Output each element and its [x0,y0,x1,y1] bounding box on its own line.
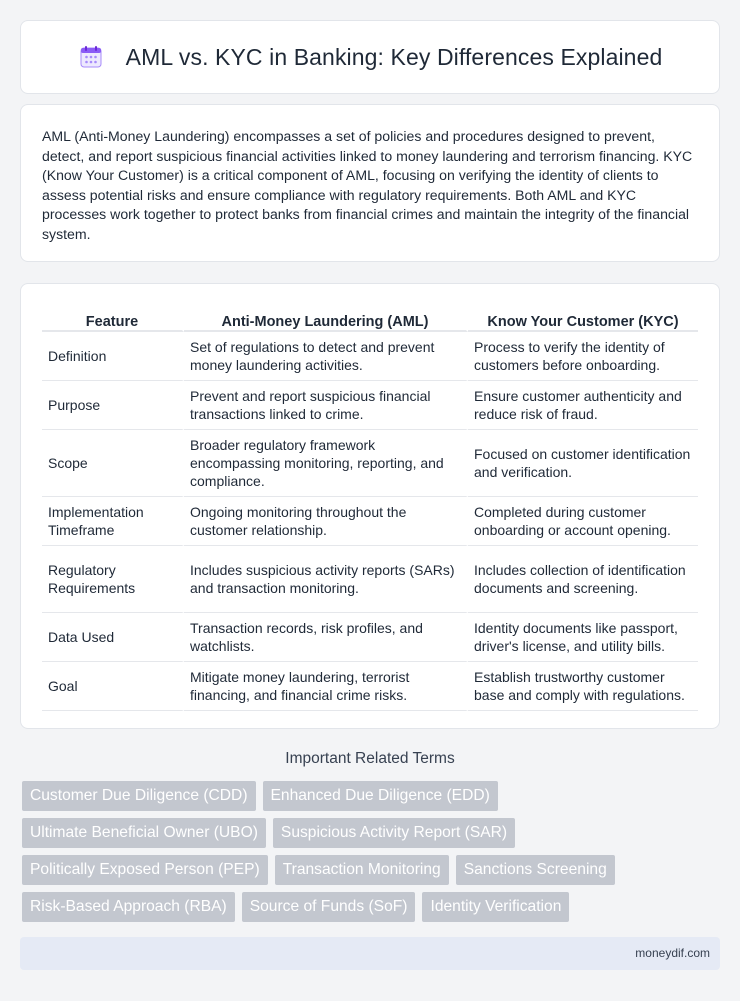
row-feature: Regulatory Requirements [42,546,184,613]
tag-transaction-monitoring[interactable]: Transaction Monitoring [275,855,449,885]
intro-card [20,104,720,262]
row-aml: Set of regulations to detect and prevent money laundering activities. [184,332,468,381]
tag-sanctions-screening[interactable]: Sanctions Screening [456,855,615,885]
row-kyc: Ensure customer authenticity and reduce risk of fraud. [468,381,698,430]
row-kyc: Identity documents like passport, driver's license, and utility bills. [468,613,698,662]
table-row [42,497,698,546]
table-card [20,283,720,729]
row-kyc: Process to verify the identity of customers before onboarding. [468,332,698,381]
row-aml: Includes suspicious activity reports (SARs) and transaction monitoring. [184,546,468,613]
tag-pep[interactable]: Politically Exposed Person (PEP) [22,855,268,885]
table-header-row [42,304,698,332]
tag-identity-verification[interactable]: Identity Verification [422,892,569,922]
row-kyc: Establish trustworthy customer base and comply with regulations. [468,662,698,711]
row-feature: Scope [42,430,184,497]
tag-sof[interactable]: Source of Funds (SoF) [242,892,416,922]
table-row [42,332,698,381]
table-row [42,662,698,711]
related-terms-title: Important Related Terms [285,750,455,767]
row-aml: Ongoing monitoring throughout the customer relationship. [184,497,468,546]
row-feature: Purpose [42,381,184,430]
row-kyc: Focused on customer identification and verification. [468,430,698,497]
row-aml: Mitigate money laundering, terrorist financing, and financial crime risks. [184,662,468,711]
tag-sar[interactable]: Suspicious Activity Report (SAR) [273,818,515,848]
header-aml: Anti-Money Laundering (AML) [184,304,468,332]
header-feature: Feature [42,304,184,332]
row-aml: Transaction records, risk profiles, and watchlists. [184,613,468,662]
footer [20,937,720,970]
title-card [20,20,720,94]
table-row [42,381,698,430]
tag-row [22,855,722,885]
tag-cdd[interactable]: Customer Due Diligence (CDD) [22,781,256,811]
comparison-table [42,304,698,711]
row-feature: Definition [42,332,184,381]
footer-site[interactable]: moneydif.com [635,946,710,960]
table-row [42,613,698,662]
related-terms [22,781,722,929]
tag-edd[interactable]: Enhanced Due Diligence (EDD) [263,781,498,811]
row-feature: Implementation Timeframe [42,497,184,546]
row-aml: Broader regulatory framework encompassing monitoring, reporting, and compliance. [184,430,468,497]
row-kyc: Completed during customer onboarding or account opening. [468,497,698,546]
calendar-icon [78,44,104,70]
tag-ubo[interactable]: Ultimate Beneficial Owner (UBO) [22,818,266,848]
tag-row [22,892,722,922]
row-feature: Data Used [42,613,184,662]
row-aml: Prevent and report suspicious financial transactions linked to crime. [184,381,468,430]
tag-rba[interactable]: Risk-Based Approach (RBA) [22,892,235,922]
intro-text: AML (Anti-Money Laundering) encompasses a set of policies and procedures designed to prevent, detect, and report suspicious financial activities linked to money laundering and terrorism financing. KYC (Know Your Customer) is a critical component of AML, focusing on verifying the identity of clients to assess potential risks and ensure compliance with regulatory requirements. Both AML and KYC processes work together to protect banks from financial crimes and maintain the integrity of the financial system. [42,128,693,242]
table-row [42,430,698,497]
row-feature: Goal [42,662,184,711]
page-title: AML vs. KYC in Banking: Key Differences Explained [125,43,663,70]
tag-row [22,818,722,848]
tag-row [22,781,722,811]
row-kyc: Includes collection of identification documents and screening. [468,546,698,613]
table-row [42,546,698,613]
header-kyc: Know Your Customer (KYC) [468,304,698,332]
